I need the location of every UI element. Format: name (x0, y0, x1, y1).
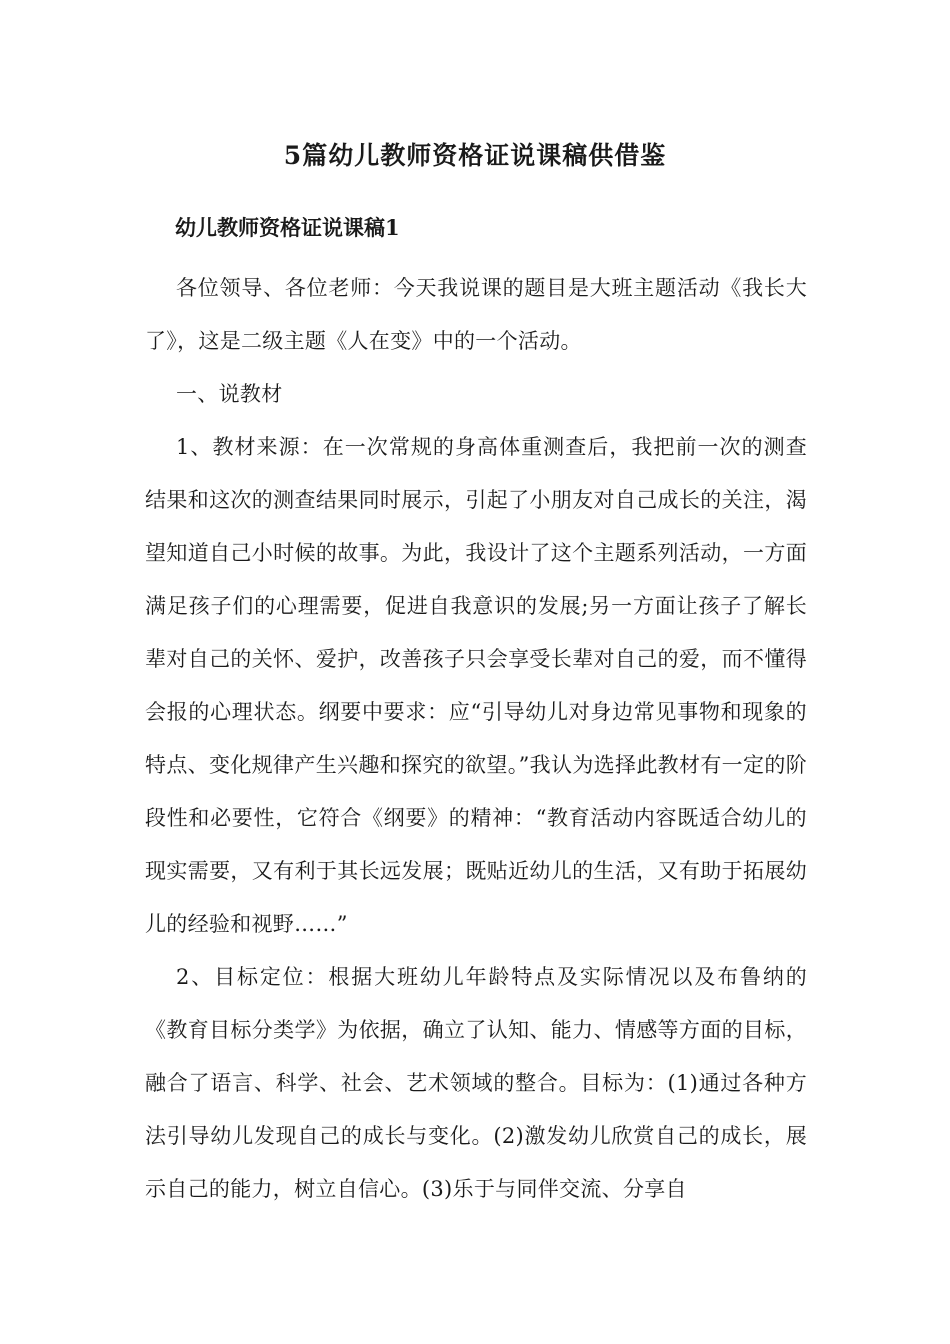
document-body (145, 262, 807, 1216)
paragraph-section-heading: 一、说教材 (176, 382, 283, 406)
section-heading: 幼儿教师资格证说课稿1 (175, 215, 400, 240)
paragraph-goal-setting: 2、目标定位：根据大班幼儿年龄特点及实际情况以及布鲁纳的《教育目标分类学》为依据，确立了认知、能力、情感等方面的目标，融合了语言、科学、社会、艺术领域的整合。目标为：(1)通过各种方法引导幼儿发现自己的成长与变化。(2)激发幼儿欣赏自己的成长，展示自己的能力，树立自信心。(3)乐于与同伴交流、分享自 (145, 965, 807, 1201)
paragraph-intro: 各位领导、各位老师：今天我说课的题目是大班主题活动《我长大了》，这是二级主题《人在变》中的一个活动。 (145, 276, 807, 353)
document-title: 5篇幼儿教师资格证说课稿供借鉴 (283, 141, 667, 170)
paragraph-teaching-material: 1、教材来源：在一次常规的身高体重测查后，我把前一次的测查结果和这次的测查结果同时展示，引起了小朋友对自己成长的关注，渴望知道自己小时候的故事。为此，我设计了这个主题系列活动，一方面满足孩子们的心理需要，促进自我意识的发展;另一方面让孩子了解长辈对自己的关怀、爱护，改善孩子只会享受长辈对自己的爱，而不懂得会报的心理状态。纲要中要求：应“引导幼儿对身边常见事物和现象的特点、变化规律产生兴趣和探究的欲望。”我认为选择此教材有一定的阶段性和必要性，它符合《纲要》的精神：“教育活动内容既适合幼儿的现实需要，又有利于其长远发展；既贴近幼儿的生活，又有助于拓展幼儿的经验和视野……” (145, 435, 807, 936)
